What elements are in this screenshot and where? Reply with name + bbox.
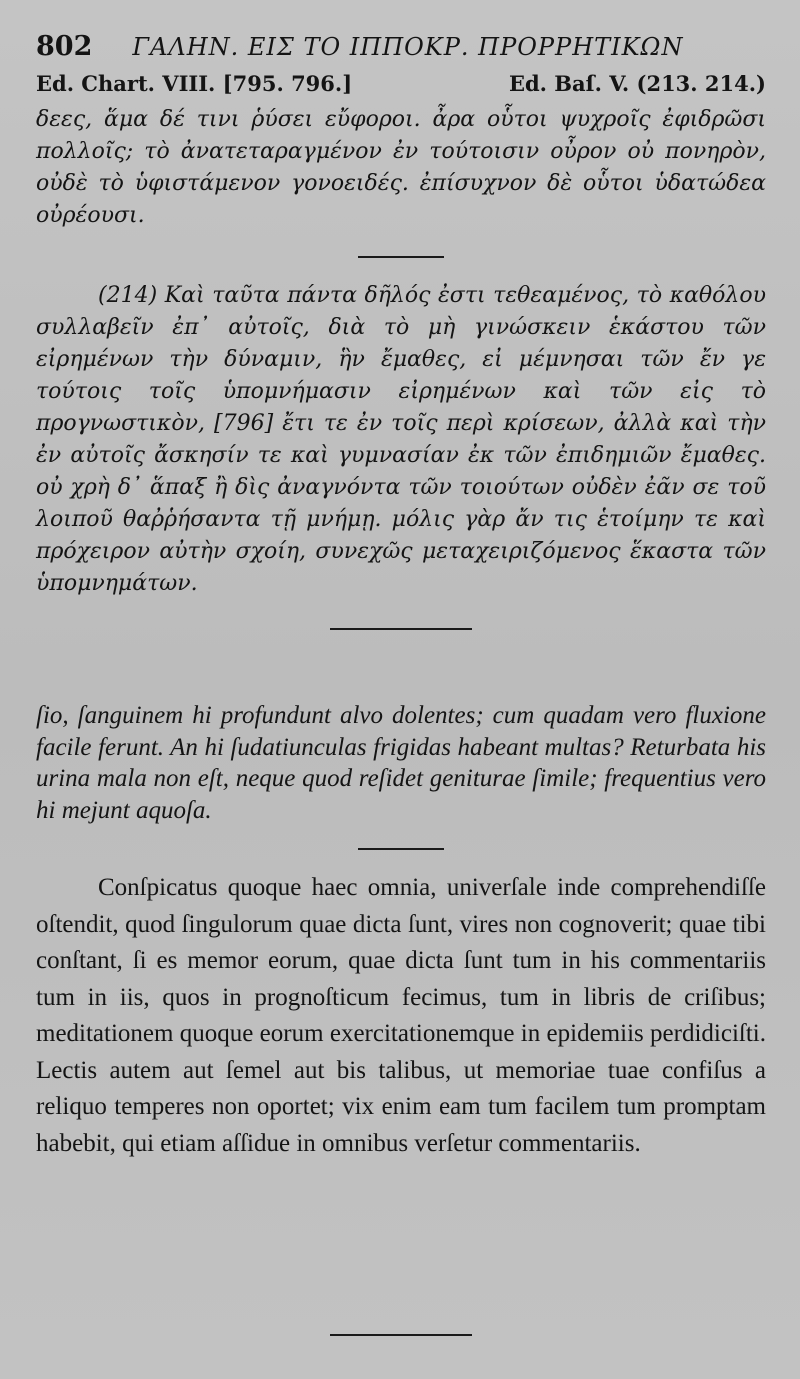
latin-paragraph-2: Conſpicatus quoque haec omnia, univerſale inde comprehendiſſe oſtendit, quod ſingulorum quae dicta ſunt, vires non cognoverit; quae tibi conſtant, ſi es memor eorum, quae dicta ſunt tum in his commentariis tum in iis, quos in prognoſticum fecimus, tum in libris de criſibus; meditationem quoque eorum exercitationemque in epidemiis perdidiciſti. Lectis autem aut ſemel aut bis talibus, ut memoriae tuae confiſus a reliquo temperes non oportet; vix enim eam tum facilem tum promptam habebit, qui etiam aſſidue in omnibus verſetur commentariis. — [36, 874, 766, 1157]
page-number: 802 — [36, 31, 93, 62]
edition-basel: Ed. Baſ. V. (213. 214.) — [508, 71, 766, 96]
section-divider — [358, 848, 444, 850]
greek-paragraph-2: (214) Καὶ ταῦτα πάντα δῆλός ἐστι τεθεαμένος, τὸ καθόλου συλλαβεῖν ἐπ᾽ αὐτοῖς, διὰ τὸ μὴ γινώσκειν ἑκάστου τῶν εἰρημένων τὴν δύναμιν, ἣν ἔμαθες, εἰ μέμνησαι τῶν ἔν γε τούτοις τοῖς ὑπομνήμασιν εἰρημένων καὶ τῶν εἰς τὸ προγνωστικὸν, [796] ἔτι τε ἐν τοῖς περὶ κρίσεων, ἀλλὰ καὶ τὴν ἐν αὐτοῖς ἄσκησίν τε καὶ γυμνασίαν ἐκ τῶν ἐπιδημιῶν ἔμαθες. οὐ χρὴ δ᾽ ἅπαξ ἢ δὶς ἀναγνόντα τῶν τοιούτων οὐδὲν ἐᾶν σε τοῦ λοιποῦ θαῤῥήσαντα τῇ μνήμῃ. μόλις γὰρ ἄν τις ἑτοίμην τε καὶ πρόχειρον αὐτὴν σχοίη, συνεχῶς μεταχειριζόμενος ἕκαστα τῶν ὑπομνημάτων. — [36, 283, 766, 596]
section-divider — [358, 256, 444, 258]
running-title: ΓΑΛΗΝ. ΕΙΣ ΤΟ ΙΠΠΟΚΡ. ΠΡΟΡΡΗΤΙΚΩΝ — [132, 33, 684, 61]
running-head — [36, 30, 766, 64]
section-divider — [330, 628, 472, 630]
greek-paragraph-1: δεες, ἅμα δέ τινι ῥύσει εὔφοροι. ἆρα οὗτοι ψυχροῖς ἐφιδρῶσι πολλοῖς; τὸ ἀνατεταραγμένον ἐν τούτοισιν οὖρον οὐ πονηρὸν, οὐδὲ τὸ ὑφιστάμενον γονοειδές. ἐπίσυχνον δὲ οὗτοι ὑδατώδεα οὐρέουσι. — [36, 107, 766, 228]
latin-paragraph-1: ſio, ſanguinem hi profundunt alvo dolentes; cum quadam vero fluxione facile ferunt. An hi ſudatiunculas frigidas habeant multas? Returbata his urina mala non eſt, neque quod reſidet geniturae ſimile; frequentius vero hi mejunt aquoſa. — [36, 702, 766, 824]
edition-line — [36, 70, 766, 98]
edition-chartier: Ed. Chart. VIII. [795. 796.] — [36, 71, 353, 96]
footer-divider — [330, 1334, 472, 1336]
